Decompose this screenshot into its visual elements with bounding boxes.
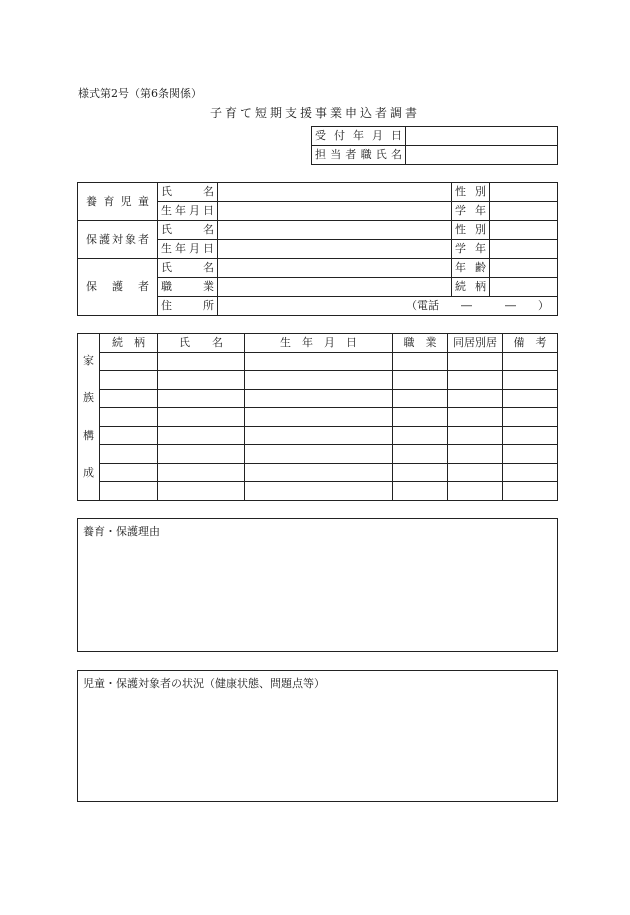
table-row: [78, 463, 558, 482]
guardian-group-label: 保護者: [78, 259, 158, 316]
family-cell[interactable]: [100, 445, 158, 464]
family-cell[interactable]: [245, 408, 393, 427]
family-cell[interactable]: [503, 389, 558, 408]
family-cell[interactable]: [503, 445, 558, 464]
protected-gender-field[interactable]: [490, 221, 558, 240]
family-cell[interactable]: [448, 389, 503, 408]
family-cell[interactable]: [158, 445, 245, 464]
family-side-char: 族: [83, 391, 94, 404]
family-side-char: 家: [83, 353, 94, 367]
applicant-table: [77, 182, 558, 316]
table-row: [78, 445, 558, 464]
family-cell[interactable]: [393, 352, 448, 371]
family-cell[interactable]: [158, 389, 245, 408]
family-cell[interactable]: [393, 389, 448, 408]
family-cell[interactable]: [100, 352, 158, 371]
family-cell[interactable]: [100, 371, 158, 390]
family-side-char: 成: [83, 466, 94, 479]
form-number: 様式第2号（第6条関係）: [78, 87, 202, 100]
family-cell[interactable]: [245, 482, 393, 501]
family-cell[interactable]: [448, 463, 503, 482]
child-name-label: 氏名: [158, 183, 218, 202]
guardian-address-label: 住所: [158, 297, 218, 316]
guardian-job-label: 職業: [158, 278, 218, 297]
family-cell[interactable]: [503, 408, 558, 427]
family-cell[interactable]: [245, 352, 393, 371]
guardian-relation-field[interactable]: [490, 278, 558, 297]
child-group-label: 養育児童: [78, 183, 158, 221]
form-title: 子育て短期支援事業申込者調書: [209, 106, 420, 120]
family-cell[interactable]: [100, 408, 158, 427]
family-header-name: 氏 名: [158, 334, 245, 353]
table-row: [78, 389, 558, 408]
phone-text: （電話 ― ― ）: [406, 299, 549, 312]
child-grade-label: 学年: [452, 202, 490, 221]
child-grade-field[interactable]: [490, 202, 558, 221]
family-cell[interactable]: [158, 352, 245, 371]
protected-gender-label: 性別: [452, 221, 490, 240]
guardian-name-field[interactable]: [218, 259, 452, 278]
guardian-name-label: 氏名: [158, 259, 218, 278]
family-cell[interactable]: [448, 408, 503, 427]
family-cell[interactable]: [503, 371, 558, 390]
protected-grade-label: 学年: [452, 240, 490, 259]
family-cell[interactable]: [245, 371, 393, 390]
family-cell[interactable]: [100, 463, 158, 482]
family-cell[interactable]: [393, 445, 448, 464]
family-cell[interactable]: [393, 371, 448, 390]
family-cell[interactable]: [245, 445, 393, 464]
family-cell[interactable]: [245, 463, 393, 482]
guardian-job-field[interactable]: [218, 278, 452, 297]
family-cell[interactable]: [100, 426, 158, 445]
family-cell[interactable]: [158, 408, 245, 427]
status-box[interactable]: [77, 670, 558, 802]
family-cell[interactable]: [245, 426, 393, 445]
family-table: [77, 333, 558, 501]
table-row: [78, 426, 558, 445]
protected-birth-label: 生年月日: [158, 240, 218, 259]
family-cell[interactable]: [393, 426, 448, 445]
family-cell[interactable]: [448, 426, 503, 445]
table-row: [78, 371, 558, 390]
family-side-char: 構: [83, 428, 94, 442]
family-cell[interactable]: [503, 426, 558, 445]
family-side-label: [78, 334, 100, 501]
table-row: [78, 408, 558, 427]
status-box-label: 児童・保護対象者の状況（健康状態、問題点等）: [83, 677, 325, 690]
officer-name-field[interactable]: [406, 146, 558, 165]
family-header-notes: 備 考: [503, 334, 558, 353]
protected-birth-field[interactable]: [218, 240, 452, 259]
family-cell[interactable]: [158, 371, 245, 390]
reason-box-label: 養育・保護理由: [83, 525, 160, 538]
family-cell[interactable]: [448, 482, 503, 501]
family-cell[interactable]: [448, 445, 503, 464]
reason-box[interactable]: [77, 518, 558, 652]
family-cell[interactable]: [448, 352, 503, 371]
family-cell[interactable]: [393, 482, 448, 501]
protected-name-field[interactable]: [218, 221, 452, 240]
protected-grade-field[interactable]: [490, 240, 558, 259]
guardian-age-field[interactable]: [490, 259, 558, 278]
child-gender-field[interactable]: [490, 183, 558, 202]
family-cell[interactable]: [393, 408, 448, 427]
child-birth-field[interactable]: [218, 202, 452, 221]
table-row: [78, 352, 558, 371]
family-header-cohabit: 同居別居: [448, 334, 503, 353]
guardian-age-label: 年齢: [452, 259, 490, 278]
family-cell[interactable]: [100, 389, 158, 408]
family-header-birth: 生 年 月 日: [245, 334, 393, 353]
family-cell[interactable]: [503, 463, 558, 482]
family-header-job: 職 業: [393, 334, 448, 353]
protected-name-label: 氏名: [158, 221, 218, 240]
guardian-address-field[interactable]: [218, 297, 558, 316]
guardian-relation-label: 続柄: [452, 278, 490, 297]
child-gender-label: 性別: [452, 183, 490, 202]
child-name-field[interactable]: [218, 183, 452, 202]
reception-table: [311, 126, 558, 165]
family-cell[interactable]: [158, 463, 245, 482]
officer-name-label: 担当者職氏名: [312, 146, 406, 165]
received-date-field[interactable]: [406, 127, 558, 146]
table-row: [78, 482, 558, 501]
family-cell[interactable]: [503, 352, 558, 371]
family-cell[interactable]: [100, 482, 158, 501]
family-cell[interactable]: [448, 371, 503, 390]
received-date-label: 受付年月日: [312, 127, 406, 146]
family-cell[interactable]: [158, 426, 245, 445]
child-birth-label: 生年月日: [158, 202, 218, 221]
family-cell[interactable]: [393, 463, 448, 482]
family-header-relation: 続 柄: [100, 334, 158, 353]
family-cell[interactable]: [503, 482, 558, 501]
protected-group-label: 保護対象者: [78, 221, 158, 259]
family-cell[interactable]: [245, 389, 393, 408]
family-cell[interactable]: [158, 482, 245, 501]
